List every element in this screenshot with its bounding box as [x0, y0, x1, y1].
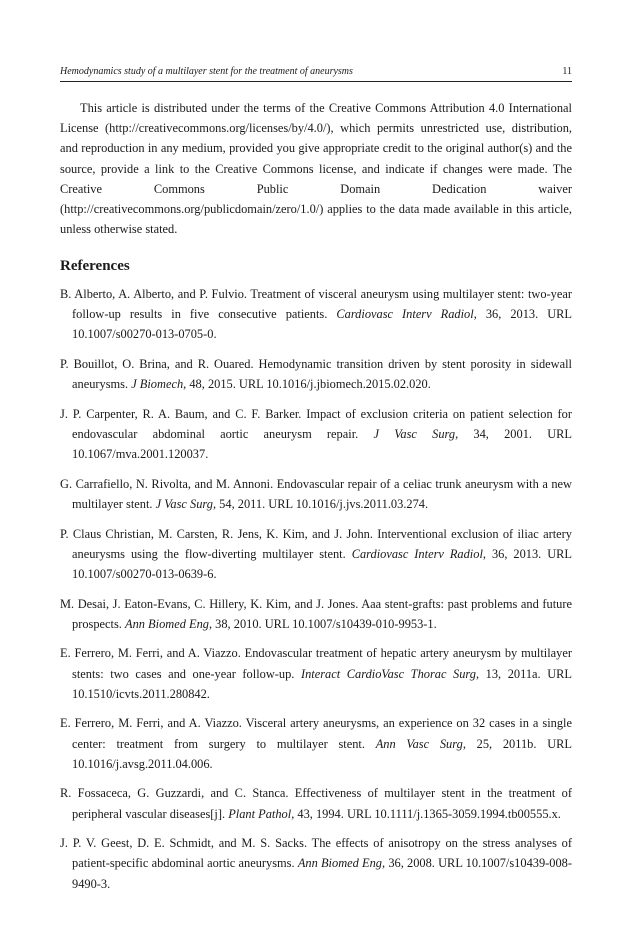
- reference-item: [60, 643, 572, 704]
- reference-venue: Interact CardioVasc Thorac Surg: [300, 666, 476, 681]
- reference-venue: J Vasc Surg: [155, 497, 213, 511]
- reference-details: , 54, 2011. URL 10.1016/j.jvs.2011.03.274.: [212, 497, 429, 511]
- reference-details: , 36, 2013. URL 10.1007/s00270-013-0639-6.: [72, 546, 572, 581]
- header-rule: [60, 81, 572, 82]
- reference-item: [60, 284, 572, 345]
- reference-details: , 38, 2010. URL 10.1007/s10439-010-9953-1.: [208, 616, 437, 631]
- license-paragraph: This article is distributed under the terms of the Creative Commons Attribution 4.0 International License (http://creativecommons.org/licenses/by/4.0/), which permits unrestricted use, distribution, and reproduction in any medium, provided you give appropriate credit to the original author(s) and the source, provide a link to the Creative Commons license, and indicate if changes were made. The Creative Commons Public Domain Dedication waiver (http://creativecommons.org/publicdomain/zero/1.0/) applies to the data made available in this article, unless otherwise stated.: [60, 101, 572, 237]
- reference-details: , 36, 2013. URL 10.1007/s00270-013-0705-0.: [72, 307, 573, 342]
- reference-details: , 25, 2011b. URL 10.1016/j.avsg.2011.04.006.: [72, 736, 572, 771]
- reference-venue: J Vasc Surg: [373, 427, 456, 441]
- reference-text: P. Claus Christian, M. Carsten, R. Jens, K. Kim, and J. John. Interventional exclusion of iliac artery aneurysms using the flow-diverting multilayer stent.: [60, 526, 572, 561]
- reference-item: [60, 524, 572, 585]
- reference-item: [60, 404, 572, 465]
- reference-venue: Ann Biomed Eng: [125, 616, 209, 631]
- page-number: 11: [562, 66, 572, 77]
- running-header: [60, 64, 572, 80]
- reference-text: J. P. Carpenter, R. A. Baum, and C. F. Barker. Impact of exclusion criteria on patient selection for endovascular abdominal aortic aneurysm repair.: [60, 406, 572, 441]
- reference-item: [60, 474, 572, 514]
- reference-details: , 43, 1994. URL 10.1111/j.1365-3059.1994.tb00555.x.: [291, 806, 561, 821]
- references-list: [60, 284, 572, 903]
- reference-text: P. Bouillot, O. Brina, and R. Ouared. Hemodynamic transition driven by stent porosity in sidewall aneurysms.: [60, 357, 572, 392]
- reference-text: E. Ferrero, M. Ferri, and A. Viazzo. Endovascular treatment of hepatic artery aneurysm by multilayer stents: two cases and one-year follow-up.: [60, 646, 572, 681]
- reference-text: R. Fossaceca, G. Guzzardi, and C. Stanca. Effectiveness of multilayer stent in the treatment of peripheral vascular diseases[j].: [60, 786, 572, 821]
- reference-text: B. Alberto, A. Alberto, and P. Fulvio. Treatment of visceral aneurysm using multilayer stent: two-year follow-up results in five consecutive patients.: [60, 287, 572, 322]
- reference-venue: Cardiovasc Interv Radiol: [336, 307, 474, 322]
- reference-text: E. Ferrero, M. Ferri, and A. Viazzo. Visceral artery aneurysms, an experience on 32 cases in a single center: treatment from surgery to multilayer stent.: [60, 716, 572, 751]
- reference-item: [60, 594, 572, 634]
- reference-venue: Cardiovasc Interv Radiol: [351, 546, 483, 561]
- reference-text: M. Desai, J. Eaton-Evans, C. Hillery, K. Kim, and J. Jones. Aaa stent-grafts: past problems and future prospects.: [60, 596, 572, 631]
- reference-details: , 36, 2008. URL 10.1007/s10439-008-9490-3.: [72, 856, 572, 891]
- reference-details: , 13, 2011a. URL 10.1510/icvts.2011.280842.: [72, 666, 572, 701]
- references-heading: References: [60, 258, 130, 274]
- reference-item: [60, 833, 572, 894]
- reference-details: , 34, 2001. URL 10.1067/mva.2001.120037.: [72, 427, 572, 462]
- reference-text: G. Carrafiello, N. Rivolta, and M. Annoni. Endovascular repair of a celiac trunk aneurysm with a new multilayer stent.: [60, 476, 572, 511]
- reference-venue: Ann Biomed Eng: [297, 856, 383, 871]
- reference-item: [60, 713, 572, 774]
- reference-text: J. P. V. Geest, D. E. Schmidt, and M. S. Sacks. The effects of anisotropy on the stress analyses of patient-specific abdominal aortic aneurysms.: [60, 836, 572, 871]
- reference-venue: Ann Vasc Surg: [375, 736, 463, 751]
- reference-venue: J Biomech: [131, 377, 184, 392]
- reference-item: [60, 783, 572, 823]
- reference-venue: Plant Pathol: [228, 806, 292, 821]
- running-title: Hemodynamics study of a multilayer stent for the treatment of aneurysms: [60, 66, 353, 77]
- reference-item: [60, 354, 572, 394]
- reference-details: , 48, 2015. URL 10.1016/j.jbiomech.2015.02.020.: [183, 377, 431, 392]
